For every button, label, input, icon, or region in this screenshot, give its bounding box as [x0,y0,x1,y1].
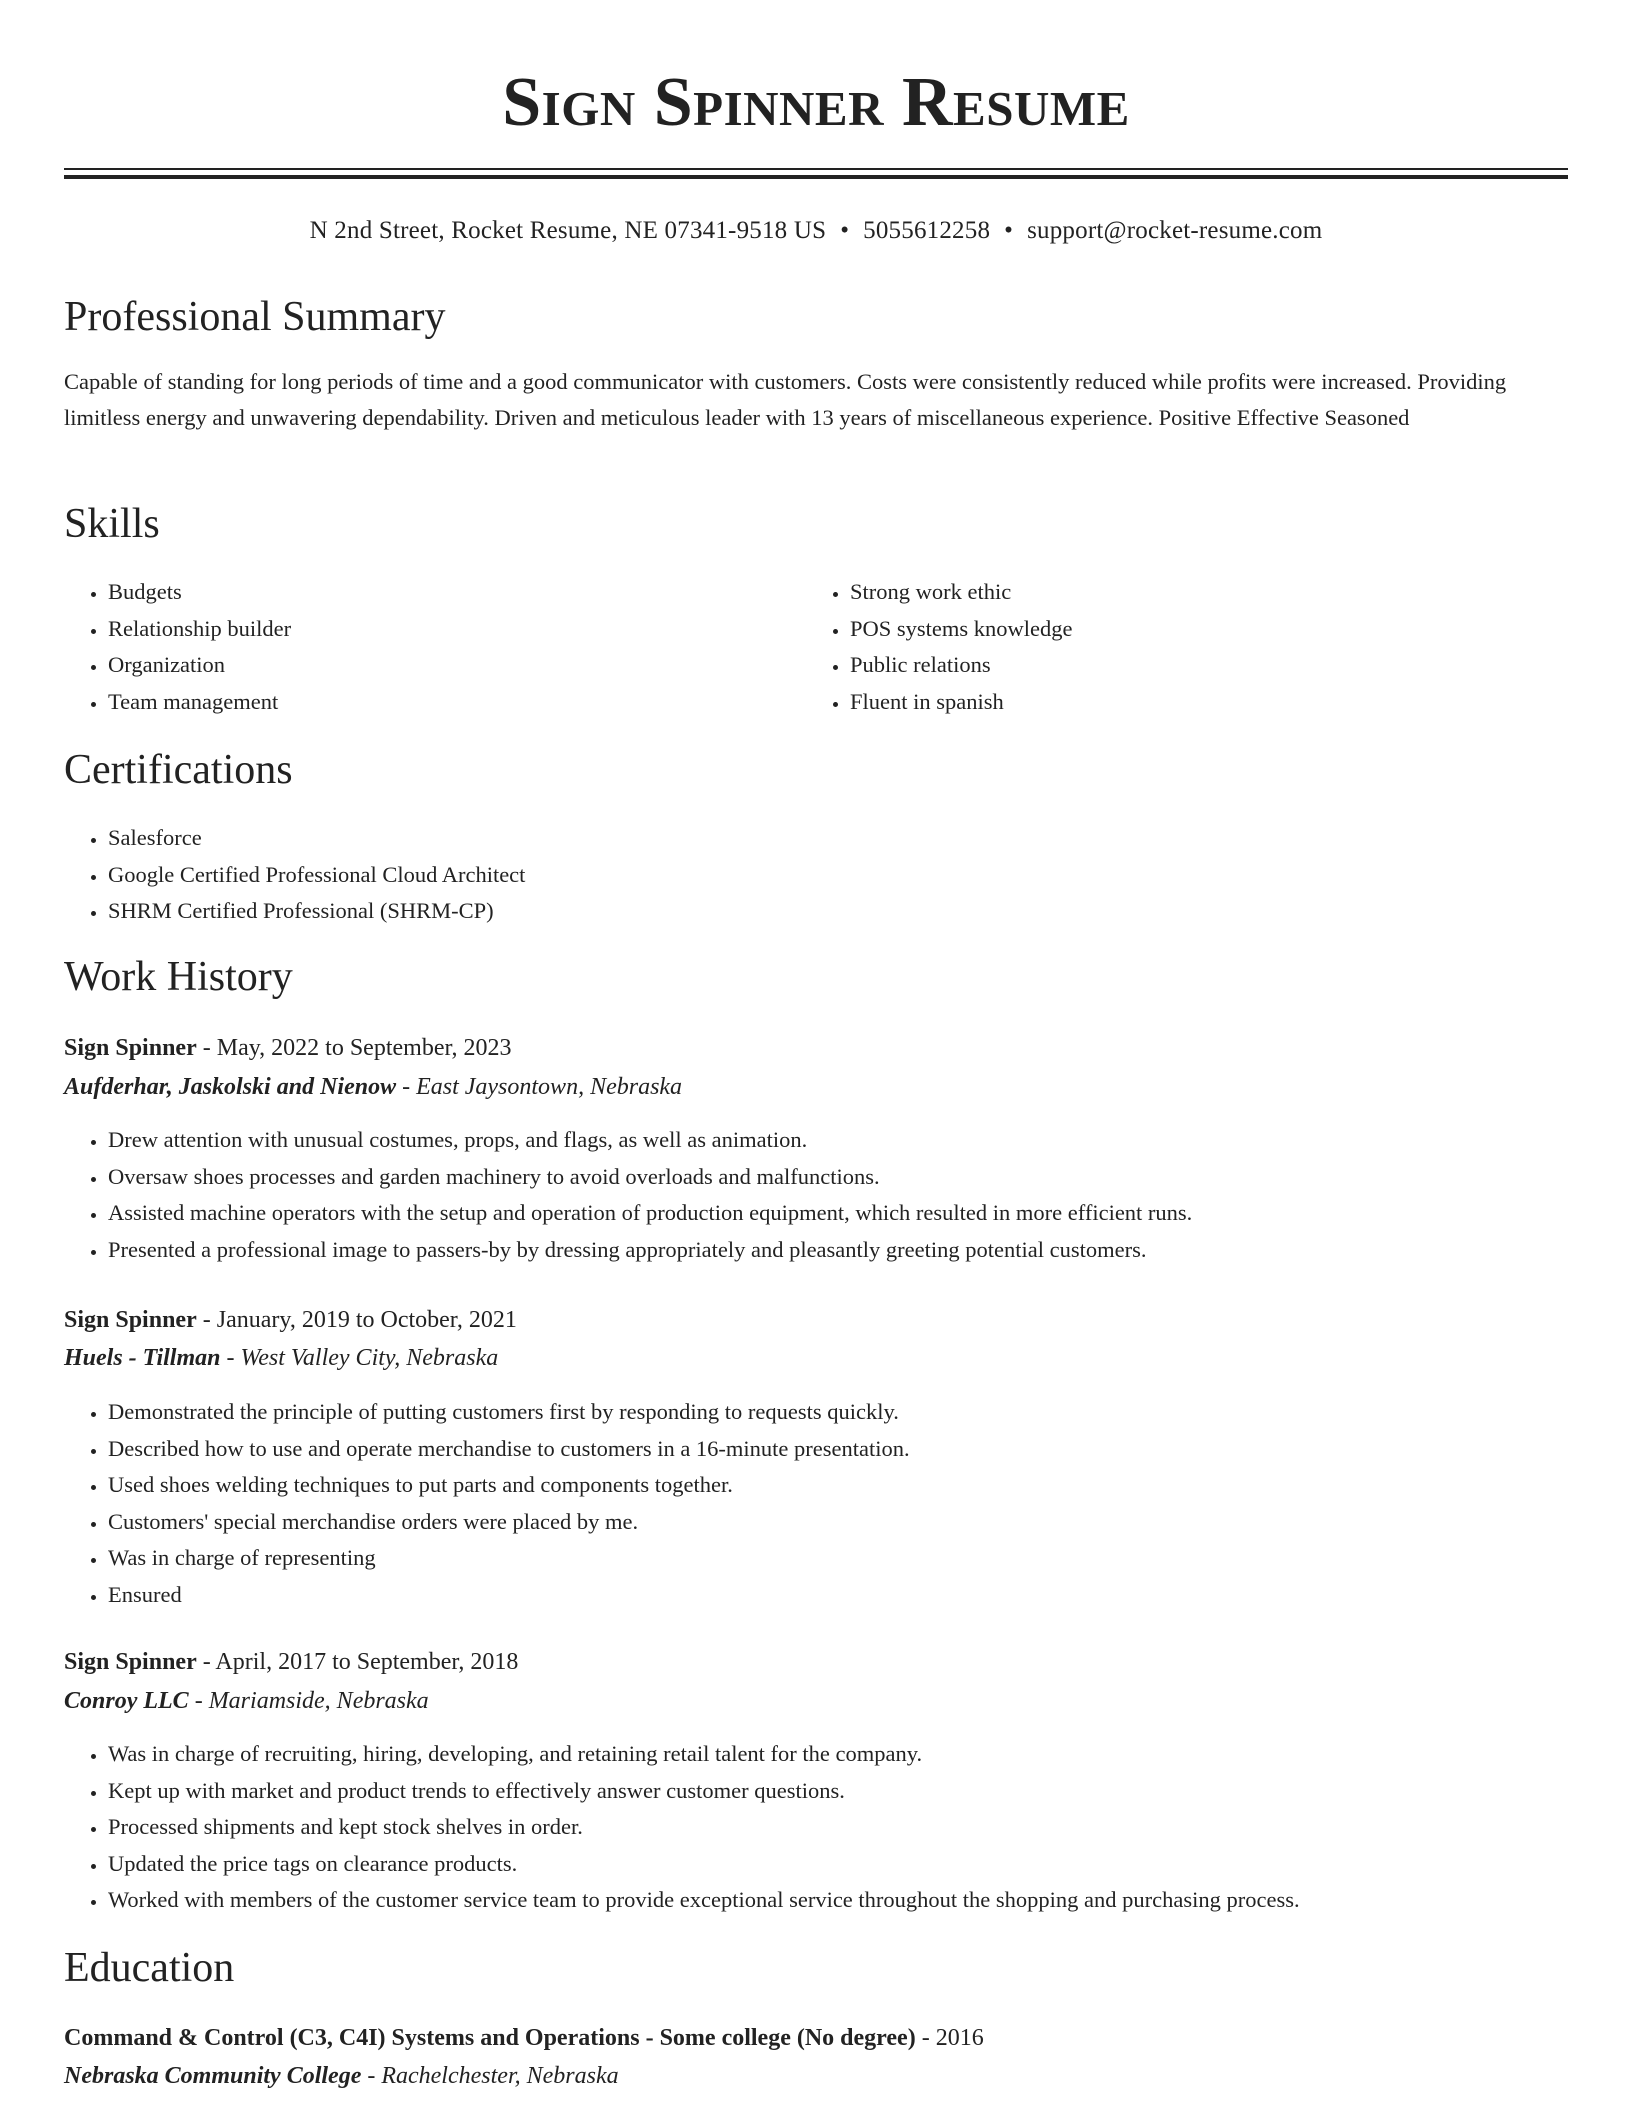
certification-item: • SHRM Certified Professional (SHRM-CP) [108,893,1508,930]
skill-item: • Public relations [850,647,1550,684]
education-school: Nebraska Community College [64,2063,362,2089]
job-bullet: • Drew attention with unusual costumes, props, and flags, as well as animation. [108,1122,1588,1159]
job-bullet: • Customers' special merchandise orders were placed by me. [108,1504,1588,1541]
employer-line: Huels - Tillman - West Valley City, Nebraska [64,1345,499,1371]
skills-list-left [64,574,808,720]
employer-location: East Jaysontown, Nebraska [416,1074,683,1100]
contact-address: N 2nd Street, Rocket Resume, NE 07341-9518 US [309,217,827,244]
certifications-list [64,820,1508,930]
job-bullets [64,1736,1588,1919]
job-title: Sign Spinner [64,1035,197,1061]
title-divider-thick [64,175,1568,179]
job-bullet: • Updated the price tags on clearance products. [108,1846,1588,1883]
separator-dot: • [1004,217,1014,244]
job-bullets [64,1122,1588,1268]
title-divider-thin [64,168,1568,170]
job-bullet: • Kept up with market and product trends to effectively answer customer questions. [108,1773,1588,1810]
job-bullet: • Worked with members of the customer service team to provide exceptional service throughout the shopping and purchasing process. [108,1882,1588,1919]
employer-line: Aufderhar, Jaskolski and Nienow - East Jaysontown, Nebraska [64,1074,683,1100]
employer-location: West Valley City, Nebraska [240,1345,499,1371]
work-history-heading: Work History [64,954,293,1000]
job-bullet: • Assisted machine operators with the setup and operation of production equipment, which resulted in more efficient runs. [108,1195,1588,1232]
skill-item: • Strong work ethic [850,574,1550,611]
job-title: Sign Spinner [64,1649,197,1675]
skills-heading: Skills [64,501,160,547]
certification-item: • Google Certified Professional Cloud Architect [108,857,1508,894]
job-title-line: Sign Spinner - April, 2017 to September, 2018 [64,1649,519,1675]
job-bullet: • Oversaw shoes processes and garden machinery to avoid overloads and malfunctions. [108,1159,1588,1196]
job-bullet: • Demonstrated the principle of putting customers first by responding to requests quickly. [108,1394,1588,1431]
job-bullet: • Ensured [108,1577,1588,1614]
education-degree: Command & Control (C3, C4I) Systems and Operations - Some college (No degree) [64,2025,916,2051]
job-title-line: Sign Spinner - January, 2019 to October, 2021 [64,1307,517,1333]
skill-item: • Fluent in spanish [850,684,1550,721]
job-dates: January, 2019 to October, 2021 [216,1307,517,1333]
employer-location: Mariamside, Nebraska [208,1688,429,1714]
skill-item: • Team management [108,684,808,721]
skill-item: • Budgets [108,574,808,611]
contact-phone: 5055612258 [863,217,991,244]
skill-item: • Organization [108,647,808,684]
contact-line [64,214,1568,248]
job-bullet: • Presented a professional image to passers-by by dressing appropriately and pleasantly greeting potential customers. [108,1232,1588,1269]
resume-page [64,0,1568,2089]
education-year: 2016 [935,2025,984,2051]
job-dates: May, 2022 to September, 2023 [216,1035,512,1061]
employer-name: Huels - Tillman [64,1345,221,1371]
job-bullet: • Was in charge of recruiting, hiring, developing, and retaining retail talent for the company. [108,1736,1588,1773]
job-title-line: Sign Spinner - May, 2022 to September, 2023 [64,1035,512,1061]
contact-email: support@rocket-resume.com [1027,217,1323,244]
job-title: Sign Spinner [64,1307,197,1333]
skills-list-right [806,574,1550,720]
education-school-line: Nebraska Community College - Rachelchester, Nebraska [64,2063,619,2089]
job-bullet: • Used shoes welding techniques to put parts and components together. [108,1467,1588,1504]
employer-name: Conroy LLC [64,1688,189,1714]
certification-item: • Salesforce [108,820,1508,857]
job-dates: April, 2017 to September, 2018 [215,1649,519,1675]
job-bullets [64,1394,1588,1613]
employer-name: Aufderhar, Jaskolski and Nienow [64,1074,397,1100]
summary-text: Capable of standing for long periods of time and a good communicator with customers. Costs were consistently reduced while profits were increased. Providing limitless energy and unwavering dependability. Driven and meticulous leader with 13 years of miscellaneous experience. Positive Effective Seasoned [64,369,1507,430]
job-bullet: • Described how to use and operate merchandise to customers in a 16-minute presentation. [108,1431,1588,1468]
education-degree-line: Command & Control (C3, C4I) Systems and Operations - Some college (No degree) - 2016 [64,2025,984,2051]
job-bullet: • Processed shipments and kept stock shelves in order. [108,1809,1588,1846]
employer-line: Conroy LLC - Mariamside, Nebraska [64,1688,429,1714]
education-heading: Education [64,1945,235,1991]
summary-heading: Professional Summary [64,294,446,340]
job-bullet: • Was in charge of representing [108,1540,1588,1577]
certifications-heading: Certifications [64,747,293,793]
education-location: Rachelchester, Nebraska [381,2063,619,2089]
skill-item: • Relationship builder [108,611,808,648]
separator-dot: • [840,217,850,244]
skill-item: • POS systems knowledge [850,611,1550,648]
resume-title: Sign Spinner Resume [502,64,1130,141]
